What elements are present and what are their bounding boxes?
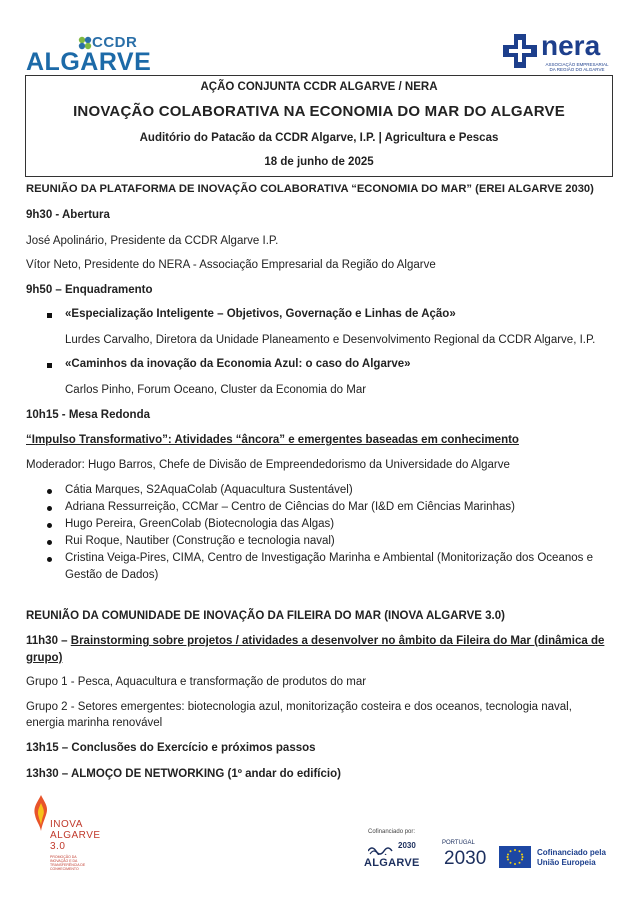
eu-flag-icon xyxy=(499,846,531,868)
inova-algarve-logo xyxy=(28,795,108,870)
bullet-icon xyxy=(47,523,52,528)
panel-member: Cátia Marques, S2AquaColab (Aquacultura Sustentável) xyxy=(65,484,353,496)
round-table-title: “Impulso Transformativo”: Atividades “âncora” e emergentes baseadas em conhecimento xyxy=(26,434,519,446)
talk1-speaker: Lurdes Carvalho, Diretora da Unidade Planeamento e Desenvolvimento Regional da CCDR Algarve, I.P. xyxy=(65,334,596,346)
opening-speaker-2: Vítor Neto, Presidente do NERA - Associação Empresarial da Região do Algarve xyxy=(26,259,436,271)
title-date: 18 de junho de 2025 xyxy=(264,156,374,168)
panel-member: Cristina Veiga-Pires, CIMA, Centro de Investigação Marinha e Ambiental (Monitorização dos Oceanos e xyxy=(65,552,593,564)
moderator: Moderador: Hugo Barros, Chefe de Divisão de Empreendedorismo da Universidade do Algarve xyxy=(26,459,510,471)
portugal-2030-logo xyxy=(434,840,494,874)
panel-member-continued: Gestão de Dados) xyxy=(65,569,159,581)
portugal-2030-number: 2030 xyxy=(444,848,487,869)
inova-small-text: PROMOÇÃO DA INOVAÇÃO E DA TRANSFERÊNCIA DE CONHECIMENTO xyxy=(50,855,86,871)
ccdr-algarve-logo xyxy=(26,34,152,76)
networking-lunch: 13h30 – ALMOÇO DE NETWORKING (1º andar do edifício) xyxy=(26,768,341,780)
nera-logo-subtitle: ASSOCIAÇÃO EMPRESARIAL DA REGIÃO DO ALGARVE xyxy=(545,62,609,72)
bullet-icon xyxy=(47,540,52,545)
algarve-2030-logo xyxy=(364,841,426,873)
waves-icon xyxy=(368,843,394,855)
nera-cross-icon xyxy=(501,32,539,70)
page-title: INOVAÇÃO COLABORATIVA NA ECONOMIA DO MAR DO ALGARVE xyxy=(73,103,565,120)
brainstorming-line-1 xyxy=(26,635,604,647)
panel-member: Rui Roque, Nautiber (Construção e tecnologia naval) xyxy=(65,535,335,547)
cofinanced-label: Cofinanciado por: xyxy=(368,829,416,835)
inova-word-3: 3.0 xyxy=(50,841,66,852)
inova-word-1: INOVA xyxy=(50,819,83,830)
portugal-label: PORTUGAL xyxy=(442,840,475,846)
brainstorming-title-continued: grupo) xyxy=(26,652,63,664)
algarve-2030-number: 2030 xyxy=(398,841,416,850)
square-bullet-icon xyxy=(47,313,52,318)
opening-speaker-1: José Apolinário, Presidente da CCDR Algarve I.P. xyxy=(26,235,279,247)
nera-logo xyxy=(501,30,611,74)
eu-text-line-2: União Europeia xyxy=(537,858,596,867)
panel-member: Hugo Pereira, GreenColab (Biotecnologia das Algas) xyxy=(65,518,335,530)
brainstorming-time: 11h30 – xyxy=(26,635,71,647)
bullet-icon xyxy=(47,489,52,494)
inova-word-2: ALGARVE xyxy=(50,830,101,841)
group-2-continued: energia marinha renovável xyxy=(26,717,163,729)
bullet-icon xyxy=(47,557,52,562)
section2-heading: REUNIÃO DA COMUNIDADE DE INOVAÇÃO DA FILEIRA DO MAR (INOVA ALGARVE 3.0) xyxy=(26,610,505,622)
title-joint-action: AÇÃO CONJUNTA CCDR ALGARVE / NERA xyxy=(200,81,438,93)
group-2: Grupo 2 - Setores emergentes: biotecnologia azul, monitorização costeira e dos oceanos, tecnologia naval, xyxy=(26,701,572,713)
eu-cofinanced-text xyxy=(537,848,606,868)
ccdr-logo-big: ALGARVE xyxy=(26,48,152,76)
bullet-icon xyxy=(47,506,52,511)
flame-icon xyxy=(32,795,50,831)
framing-time: 9h50 – Enquadramento xyxy=(26,284,153,296)
talk1-title: «Especialização Inteligente – Objetivos, Governação e Linhas de Ação» xyxy=(65,308,456,320)
algarve-2030-word: ALGARVE xyxy=(364,857,420,869)
section1-heading: REUNIÃO DA PLATAFORMA DE INOVAÇÃO COLABORATIVA “ECONOMIA DO MAR” (EREI ALGARVE 2030) xyxy=(26,183,594,195)
talk2-speaker: Carlos Pinho, Forum Oceano, Cluster da Economia do Mar xyxy=(65,384,367,396)
talk2-title: «Caminhos da inovação da Economia Azul: o caso do Algarve» xyxy=(65,358,411,370)
title-box xyxy=(25,75,613,177)
ccdr-logo-small: CCDR xyxy=(92,34,138,51)
round-table-time: 10h15 - Mesa Redonda xyxy=(26,409,150,421)
title-venue: Auditório do Patacão da CCDR Algarve, I.P. | Agricultura e Pescas xyxy=(139,132,499,144)
eu-text-line-1: Cofinanciado pela xyxy=(537,848,606,857)
brainstorming-title: Brainstorming sobre projetos / atividades a desenvolver no âmbito da Fileira do Mar (dinâmica de xyxy=(70,635,605,647)
conclusions: 13h15 – Conclusões do Exercício e próximos passos xyxy=(26,742,316,754)
opening-time: 9h30 - Abertura xyxy=(26,209,110,221)
group-1: Grupo 1 - Pesca, Aquacultura e transformação de produtos do mar xyxy=(26,676,367,688)
nera-logo-word: nera xyxy=(541,30,601,61)
square-bullet-icon xyxy=(47,363,52,368)
panel-member: Adriana Ressurreição, CCMar – Centro de Ciências do Mar (I&D em Ciências Marinhas) xyxy=(65,501,515,513)
